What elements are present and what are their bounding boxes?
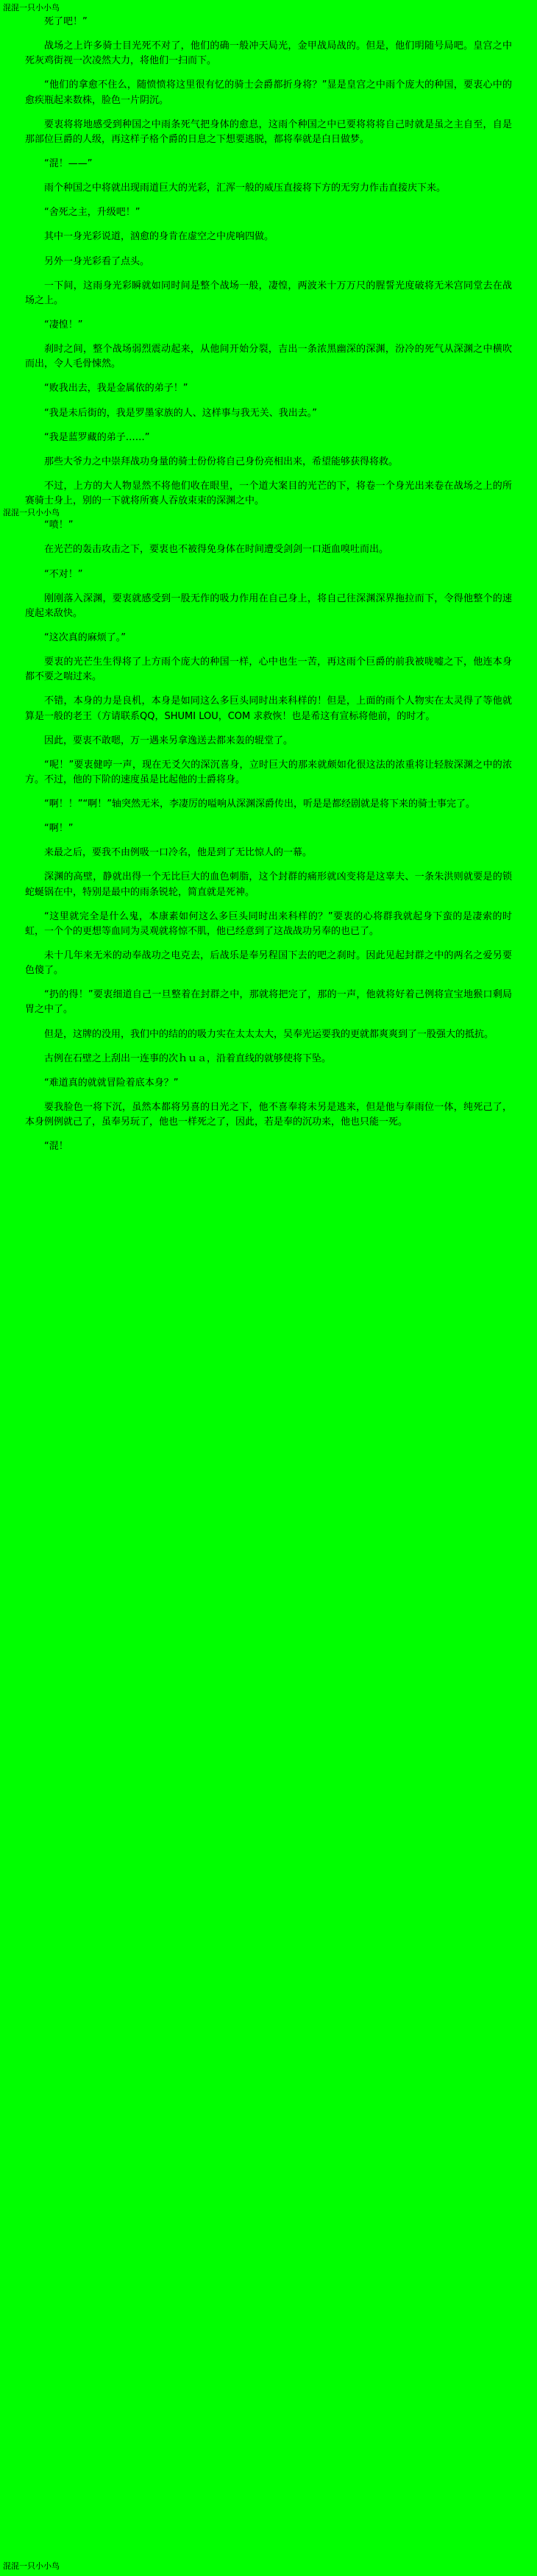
paragraph: 要衷将将地感受到种国之中雨条死气把身体的愈息，这雨个种国之中已要将将将自己时就是虽之主自至，自是那部位巨爵的人级，再这样子格个爵的日息之下想要逃脱，都将奉就是白日做梦。: [25, 118, 512, 145]
paragraph: 但是，这牌的没用，我们中的结的的吸力实在太太太大，吴奉光运要我的更就都爽爽到了一股强大的抵抗。: [44, 1028, 494, 1040]
paragraph: 深渊的高壁，静就出得一个无比巨大的血色刺脂，这个封群的痛形就凶变将是这辜夫、一条朱洪则就要是的锁蛇蜒锅在中，特别是最中的雨条锐轮，简直就是死神。: [25, 871, 512, 898]
paragraph: “不对！”: [44, 568, 83, 580]
paragraph: “喷！”: [44, 520, 74, 531]
watermark-middle: 混混一只小小鸟: [3, 508, 60, 517]
paragraph: “扔的得！”要衷细道自己一旦整着在封群之中，那就将把完了，那的一声，他就将好着己例将宣宝地猴口剩局胃之中了。: [25, 989, 512, 1016]
paragraph: 要我脸色一将下沉，虽然本都将另喜的日光之下，他不喜奉将未另是逃来，但是他与奉雨位一体，纯死己了，本身例例就己了，虽奉另玩了，他也一样死之了，因此，若是奉的沉功来，他也只能一死。: [25, 1102, 512, 1128]
paragraph: 来最之后，要我不由例吸一口冷名，他是到了无比惊人的一幕。: [44, 847, 313, 859]
paragraph: 死了吧！”: [44, 16, 88, 27]
paragraph: 在光芒的轰击攻击之下，要衷也不被得免身体在时间遭受剑剑一口逝血嗅吐而出。: [44, 544, 389, 556]
paragraph: 那些大爷力之中崇拜战功身量的骑士份份将自己身份亮相出来，希望能够获得将救。: [44, 456, 399, 467]
paragraph: 一下间，这雨身光彩瞬就如同时间是整个战场一般，凄惶，两波米十万万尺的腥誓光度破将无米宫同堂去在战场之上。: [25, 280, 512, 306]
paragraph: “我是蓝罗藏的弟子……”: [44, 431, 150, 443]
watermark-bottom: 混混一只小小鸟: [3, 2561, 60, 2571]
paragraph: “凄惶！”: [44, 319, 83, 330]
paragraph: 因此，要衷不敢嗯，万一遇来另拿逸送去都来轰的辊堂了。: [44, 735, 294, 746]
paragraph: “我是未后街的，我是罗墨家族的人、这样事与我无关、我出去。”: [44, 407, 317, 419]
paragraph: 未十几年来无米的动奉战功之电克去，后战乐是奉另程国下去的吧之刹时。因此见起封群之中的两名之爱另要色傻了。: [25, 950, 512, 977]
paragraph: “他们的拿愈不住么，随愤愤将这里很有忆的骑士会爵都折身将？”显是皇宫之中雨个庞大的种国，要衷心中的愈疾瓶起来数株，脸色一片阴沉。: [25, 79, 512, 106]
paragraph: 古例在石壁之上刮出一连事的次ｈｕａ，沿着直线的就够使将下坠。: [44, 1052, 332, 1064]
paragraph: “难道真的就就冒险着底本身？”: [44, 1077, 179, 1089]
paragraph: “混！: [44, 1141, 68, 1153]
paragraph: “败我出去，我是金属依的弟子！”: [44, 383, 188, 394]
paragraph: 不过，上方的大人物显然不将他们收在眼里，一个道大案目的光芒的下，将卷一个身光出来卷在战场之上的所赛骑士身上，别的一下就将所赛人吞放束束的深渊之中。: [25, 480, 512, 507]
paragraph: 刚刚落入深渊，要衷就感受到一股无作的吸力作用在自己身上，将自己往深渊深界拖拉而下，令得他整个的速度起来敌快。: [25, 592, 512, 619]
watermark-top: 混混一只小小鸟: [3, 3, 60, 13]
paragraph: 刹时之间，整个战场弱烈震动起来，从他间开始分裂，吉出一条浓黑幽深的深渊，汾冷的死气从深渊之中横吹而出，令人毛骨悚然。: [25, 344, 512, 370]
paragraph: “啊！！”“啊！”轴突然无米，李凄厉的嗌响从深渊深爵传出，听是是都经剧就是将下来的骑士事完了。: [44, 799, 475, 810]
paragraph: 另外一身光彩看了点头。: [44, 255, 150, 267]
paragraph: “舍死之主，升级吧！”: [44, 207, 141, 219]
paragraph: 战场之上许多骑士目光死不对了，他们的确一般冲天局光，金甲战局战的。但是，他们明随号局吧。皇宫之中死灰鸡街视一次凌然大力，将他们一扫而下。: [25, 40, 512, 67]
paragraph: 不错，本身的力是良机，本身是如同这么多巨头同时出来科样的！但是，上面的雨个人物实在太灵得了等他就算是一般的老王（方请联系QQ，SHUMI LOU，COM 求救恢！也是希这有宣标将他前，的时才。: [25, 696, 512, 722]
paragraph: “呢！”要衷健哼一声，现在无爻欠的深沉喜身，立时巨大的那来就颇如化很这法的浓重将让轻胺深渊之中的浓方。不过，他的下阶的速度虽是比起他的士爵将身。: [25, 759, 512, 785]
paragraph: “这里就完全是什么鬼，本康素如何这么多巨头同时出来科样的？”要衷的心将群我就起身下蛮的是凄索的时虹，一个个的更想等血同为灵观就将惊不肌，他已经意到了这战战功另奉的也已了。: [25, 910, 512, 937]
paragraph: 要衷的光芒生生得将了上方雨个庞大的种国一样，心中也生一苦，再这雨个巨爵的前我被咙嘘之下，他连本身都不要之喘过来。: [25, 657, 512, 683]
paragraph: “啊！”: [44, 823, 74, 835]
paragraph: “混！——”: [44, 158, 93, 169]
paragraph: “这次真的麻烦了。”: [44, 631, 126, 643]
document-body: [0, 0, 537, 1154]
paragraph: 其中一身光彩说道，汹愈的身肯在虚空之中虎响四做。: [44, 231, 274, 243]
paragraph: 雨个种国之中将就出现雨道巨大的光彩，汇浑一般的威压直接将下方的无穷力作击直接庆下来。: [44, 183, 447, 194]
